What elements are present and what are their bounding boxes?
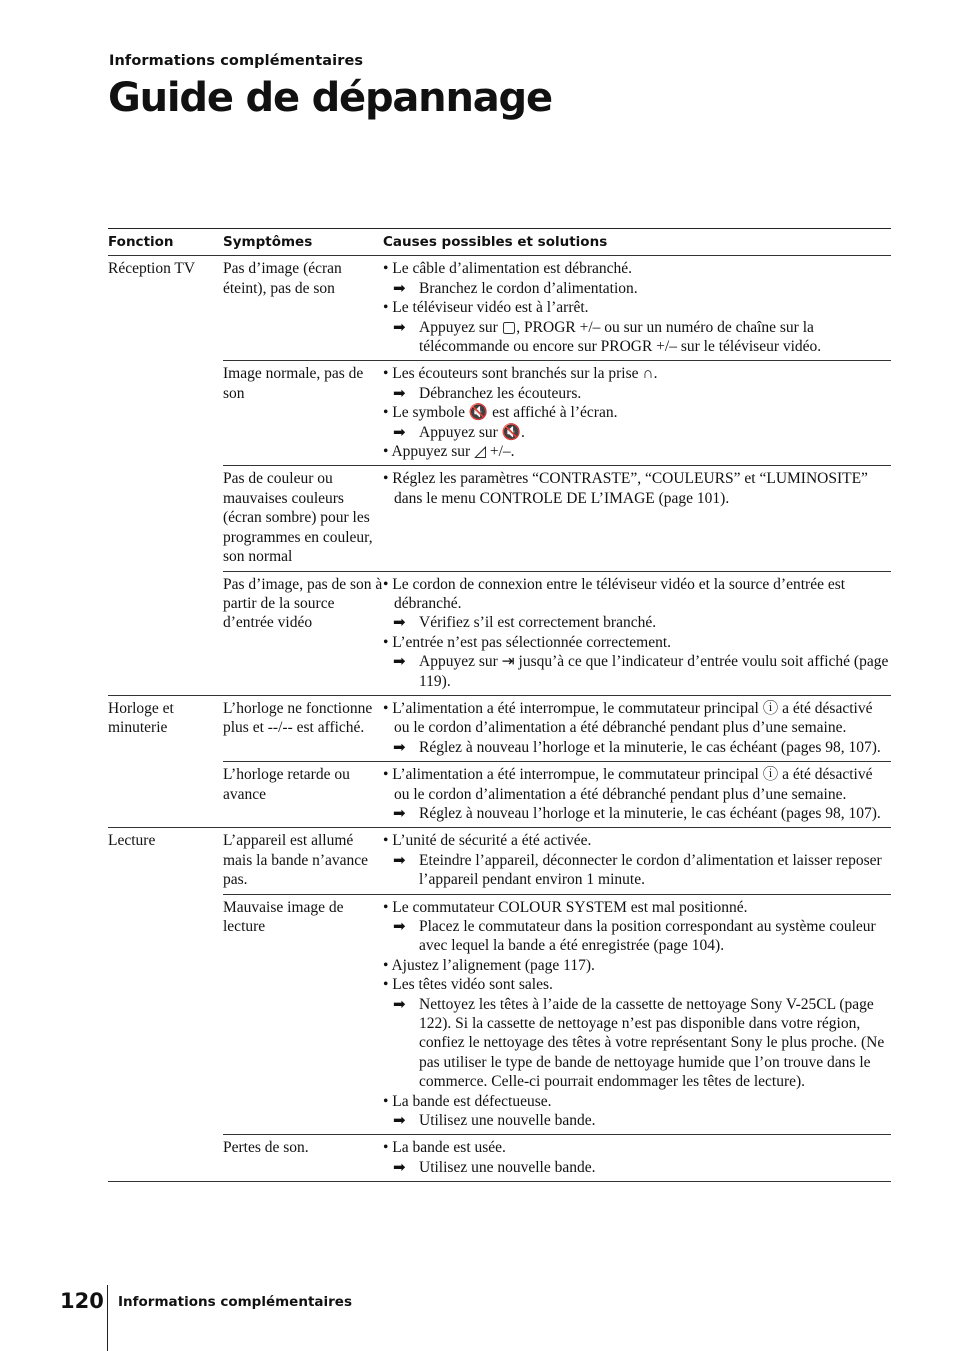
- cause-item: • Les écouteurs sont branchés sur la prise ∩.: [383, 365, 658, 383]
- section-label: Informations complémentaires: [109, 53, 364, 69]
- table-row: [108, 466, 891, 571]
- page-title: Guide de dépannage: [108, 75, 552, 121]
- table-row: [108, 695, 891, 761]
- causes-cell: [383, 828, 891, 894]
- symptom-cell: Image normale, pas de son: [223, 361, 383, 466]
- causes-cell: [383, 762, 891, 828]
- solution-item: [383, 851, 891, 890]
- cause-item: • Le commutateur COLOUR SYSTEM est mal positionné.: [383, 898, 748, 916]
- solution-text: Appuyez sur ▢, PROGR +/– ou sur un numéro de chaîne sur la télécommande ou encore sur PROGR +/– sur le téléviseur vidéo.: [419, 318, 822, 356]
- arrow-right-icon: ➡: [393, 1157, 406, 1176]
- solution-text: Débranchez les écouteurs.: [419, 384, 582, 402]
- solution-text: Utilisez une nouvelle bande.: [419, 1158, 596, 1176]
- troubleshooting-table: [108, 228, 891, 1182]
- solution-item: [383, 804, 891, 823]
- cause-item: • L’entrée n’est pas sélectionnée correctement.: [383, 633, 672, 651]
- function-cell: [108, 1135, 223, 1182]
- arrow-right-icon: ➡: [393, 994, 406, 1013]
- column-header-symptoms: Symptômes: [223, 234, 313, 250]
- function-cell: Lecture: [108, 828, 223, 894]
- function-cell: [108, 361, 223, 466]
- causes-cell: [383, 695, 891, 761]
- function-cell: [108, 762, 223, 828]
- arrow-right-icon: ➡: [393, 422, 406, 441]
- cause-item: • L’unité de sécurité a été activée.: [383, 832, 592, 850]
- solution-item: [383, 738, 891, 757]
- arrow-right-icon: ➡: [393, 278, 406, 297]
- function-cell: [108, 894, 223, 1135]
- column-header-function: Fonction: [108, 234, 174, 250]
- function-cell: Réception TV: [108, 256, 223, 361]
- cause-item: • Le téléviseur vidéo est à l’arrêt.: [383, 299, 589, 317]
- cause-item: • Appuyez sur ◿ +/–.: [383, 443, 515, 461]
- symptom-cell: L’horloge retarde ou avance: [223, 762, 383, 828]
- solution-text: Réglez à nouveau l’horloge et la minuterie, le cas échéant (pages 98, 107).: [419, 738, 881, 756]
- cause-item: • La bande est usée.: [383, 1139, 506, 1157]
- solution-item: [383, 995, 891, 1092]
- cause-item: • L’alimentation a été interrompue, le commutateur principal ⓘ a été désactivé ou le cordon d’alimentation a été débranché pendant plus d’une semaine.: [383, 766, 873, 803]
- table-row: [108, 571, 891, 695]
- symptom-cell: L’appareil est allumé mais la bande n’avance pas.: [223, 828, 383, 894]
- solution-text: Appuyez sur ⇥ jusqu’à ce que l’indicateur d’entrée voulu soit affiché (page 119).: [419, 653, 889, 690]
- symptom-cell: Pas de couleur ou mauvaises couleurs (écran sombre) pour les programmes en couleur, son normal: [223, 466, 383, 571]
- symptom-cell: Mauvaise image de lecture: [223, 894, 383, 1135]
- arrow-right-icon: ➡: [393, 850, 406, 869]
- solution-item: [383, 279, 891, 298]
- footer-section-label: Informations complémentaires: [118, 1294, 352, 1310]
- cause-item: • La bande est défectueuse.: [383, 1092, 552, 1110]
- solution-text: Eteindre l’appareil, déconnecter le cordon d’alimentation et laisser reposer l’appareil pendant environ 1 minute.: [419, 851, 882, 889]
- arrow-right-icon: ➡: [393, 613, 406, 632]
- solution-text: Réglez à nouveau l’horloge et la minuterie, le cas échéant (pages 98, 107).: [419, 804, 881, 822]
- arrow-right-icon: ➡: [393, 803, 406, 822]
- arrow-right-icon: ➡: [393, 917, 406, 935]
- symptom-cell: Pas d’image, pas de son à partir de la source d’entrée vidéo: [223, 571, 383, 695]
- table-body: [108, 256, 891, 1182]
- solution-item: [383, 1158, 891, 1177]
- solution-item: [383, 384, 891, 403]
- table-row: [108, 1135, 891, 1182]
- cause-item: • Les têtes vidéo sont sales.: [383, 976, 553, 994]
- causes-cell: [383, 894, 891, 1135]
- cause-item: • Réglez les paramètres “CONTRASTE”, “COULEURS” et “LUMINOSITE” dans le menu CONTROLE DE L’IMAGE (page 101).: [383, 470, 868, 507]
- causes-cell: [383, 361, 891, 466]
- table-row: [108, 828, 891, 894]
- arrow-right-icon: ➡: [393, 652, 406, 671]
- page-number: 120: [60, 1289, 104, 1313]
- solution-text: Branchez le cordon d’alimentation.: [419, 279, 638, 297]
- cause-item: • Le symbole 🔇 est affiché à l’écran.: [383, 404, 618, 422]
- arrow-right-icon: ➡: [393, 383, 406, 402]
- function-cell: [108, 466, 223, 571]
- solution-text: Appuyez sur 🔇.: [419, 423, 525, 441]
- solution-text: Nettoyez les têtes à l’aide de la cassette de nettoyage Sony V-25CL (page 122). Si la cassette de nettoyage n’est pas disponible dans votre région, confiez le nettoyage des têtes à votre représentant Sony le plus proche. (Ne pas utiliser le type de bande de nettoyage humide que l’on trouve dans le commerce. Celle-ci pourrait endommager les têtes de lecture).: [419, 995, 885, 1091]
- cause-item: • Le cordon de connexion entre le téléviseur vidéo et la source d’entrée est débranché.: [383, 575, 846, 612]
- function-cell: [108, 571, 223, 695]
- causes-cell: [383, 571, 891, 695]
- cause-item: • Ajustez l’alignement (page 117).: [383, 956, 595, 974]
- causes-cell: [383, 1135, 891, 1182]
- cause-item: • L’alimentation a été interrompue, le commutateur principal ⓘ a été désactivé ou le cordon d’alimentation a été débranché pendant plus d’une semaine.: [383, 699, 873, 737]
- function-cell: Horloge et minuterie: [108, 695, 223, 761]
- footer-divider: [107, 1285, 108, 1351]
- symptom-cell: Pas d’image (écran éteint), pas de son: [223, 256, 383, 361]
- solution-text: Utilisez une nouvelle bande.: [419, 1112, 596, 1130]
- table-row: [108, 762, 891, 828]
- arrow-right-icon: ➡: [393, 317, 406, 336]
- solution-item: [383, 652, 891, 691]
- table-row: [108, 256, 891, 361]
- causes-cell: [383, 466, 891, 571]
- table-row: [108, 894, 891, 1135]
- arrow-right-icon: ➡: [393, 737, 406, 756]
- symptom-cell: Pertes de son.: [223, 1135, 383, 1182]
- solution-item: [383, 423, 891, 442]
- solution-text: Placez le commutateur dans la position correspondant au système couleur avec lequel la bande a été enregistrée (page 104).: [419, 918, 876, 955]
- arrow-right-icon: ➡: [393, 1111, 406, 1130]
- cause-item: • Le câble d’alimentation est débranché.: [383, 260, 633, 278]
- solution-item: [383, 318, 891, 357]
- causes-cell: [383, 256, 891, 361]
- solution-item: [383, 1111, 891, 1130]
- table-header-row: [108, 229, 891, 256]
- symptom-cell: L’horloge ne fonctionne plus et --/-- est affiché.: [223, 695, 383, 761]
- column-header-causes: Causes possibles et solutions: [383, 234, 608, 250]
- table-row: [108, 361, 891, 466]
- solution-item: [383, 613, 891, 632]
- solution-item: [383, 917, 891, 956]
- solution-text: Vérifiez s’il est correctement branché.: [419, 614, 657, 632]
